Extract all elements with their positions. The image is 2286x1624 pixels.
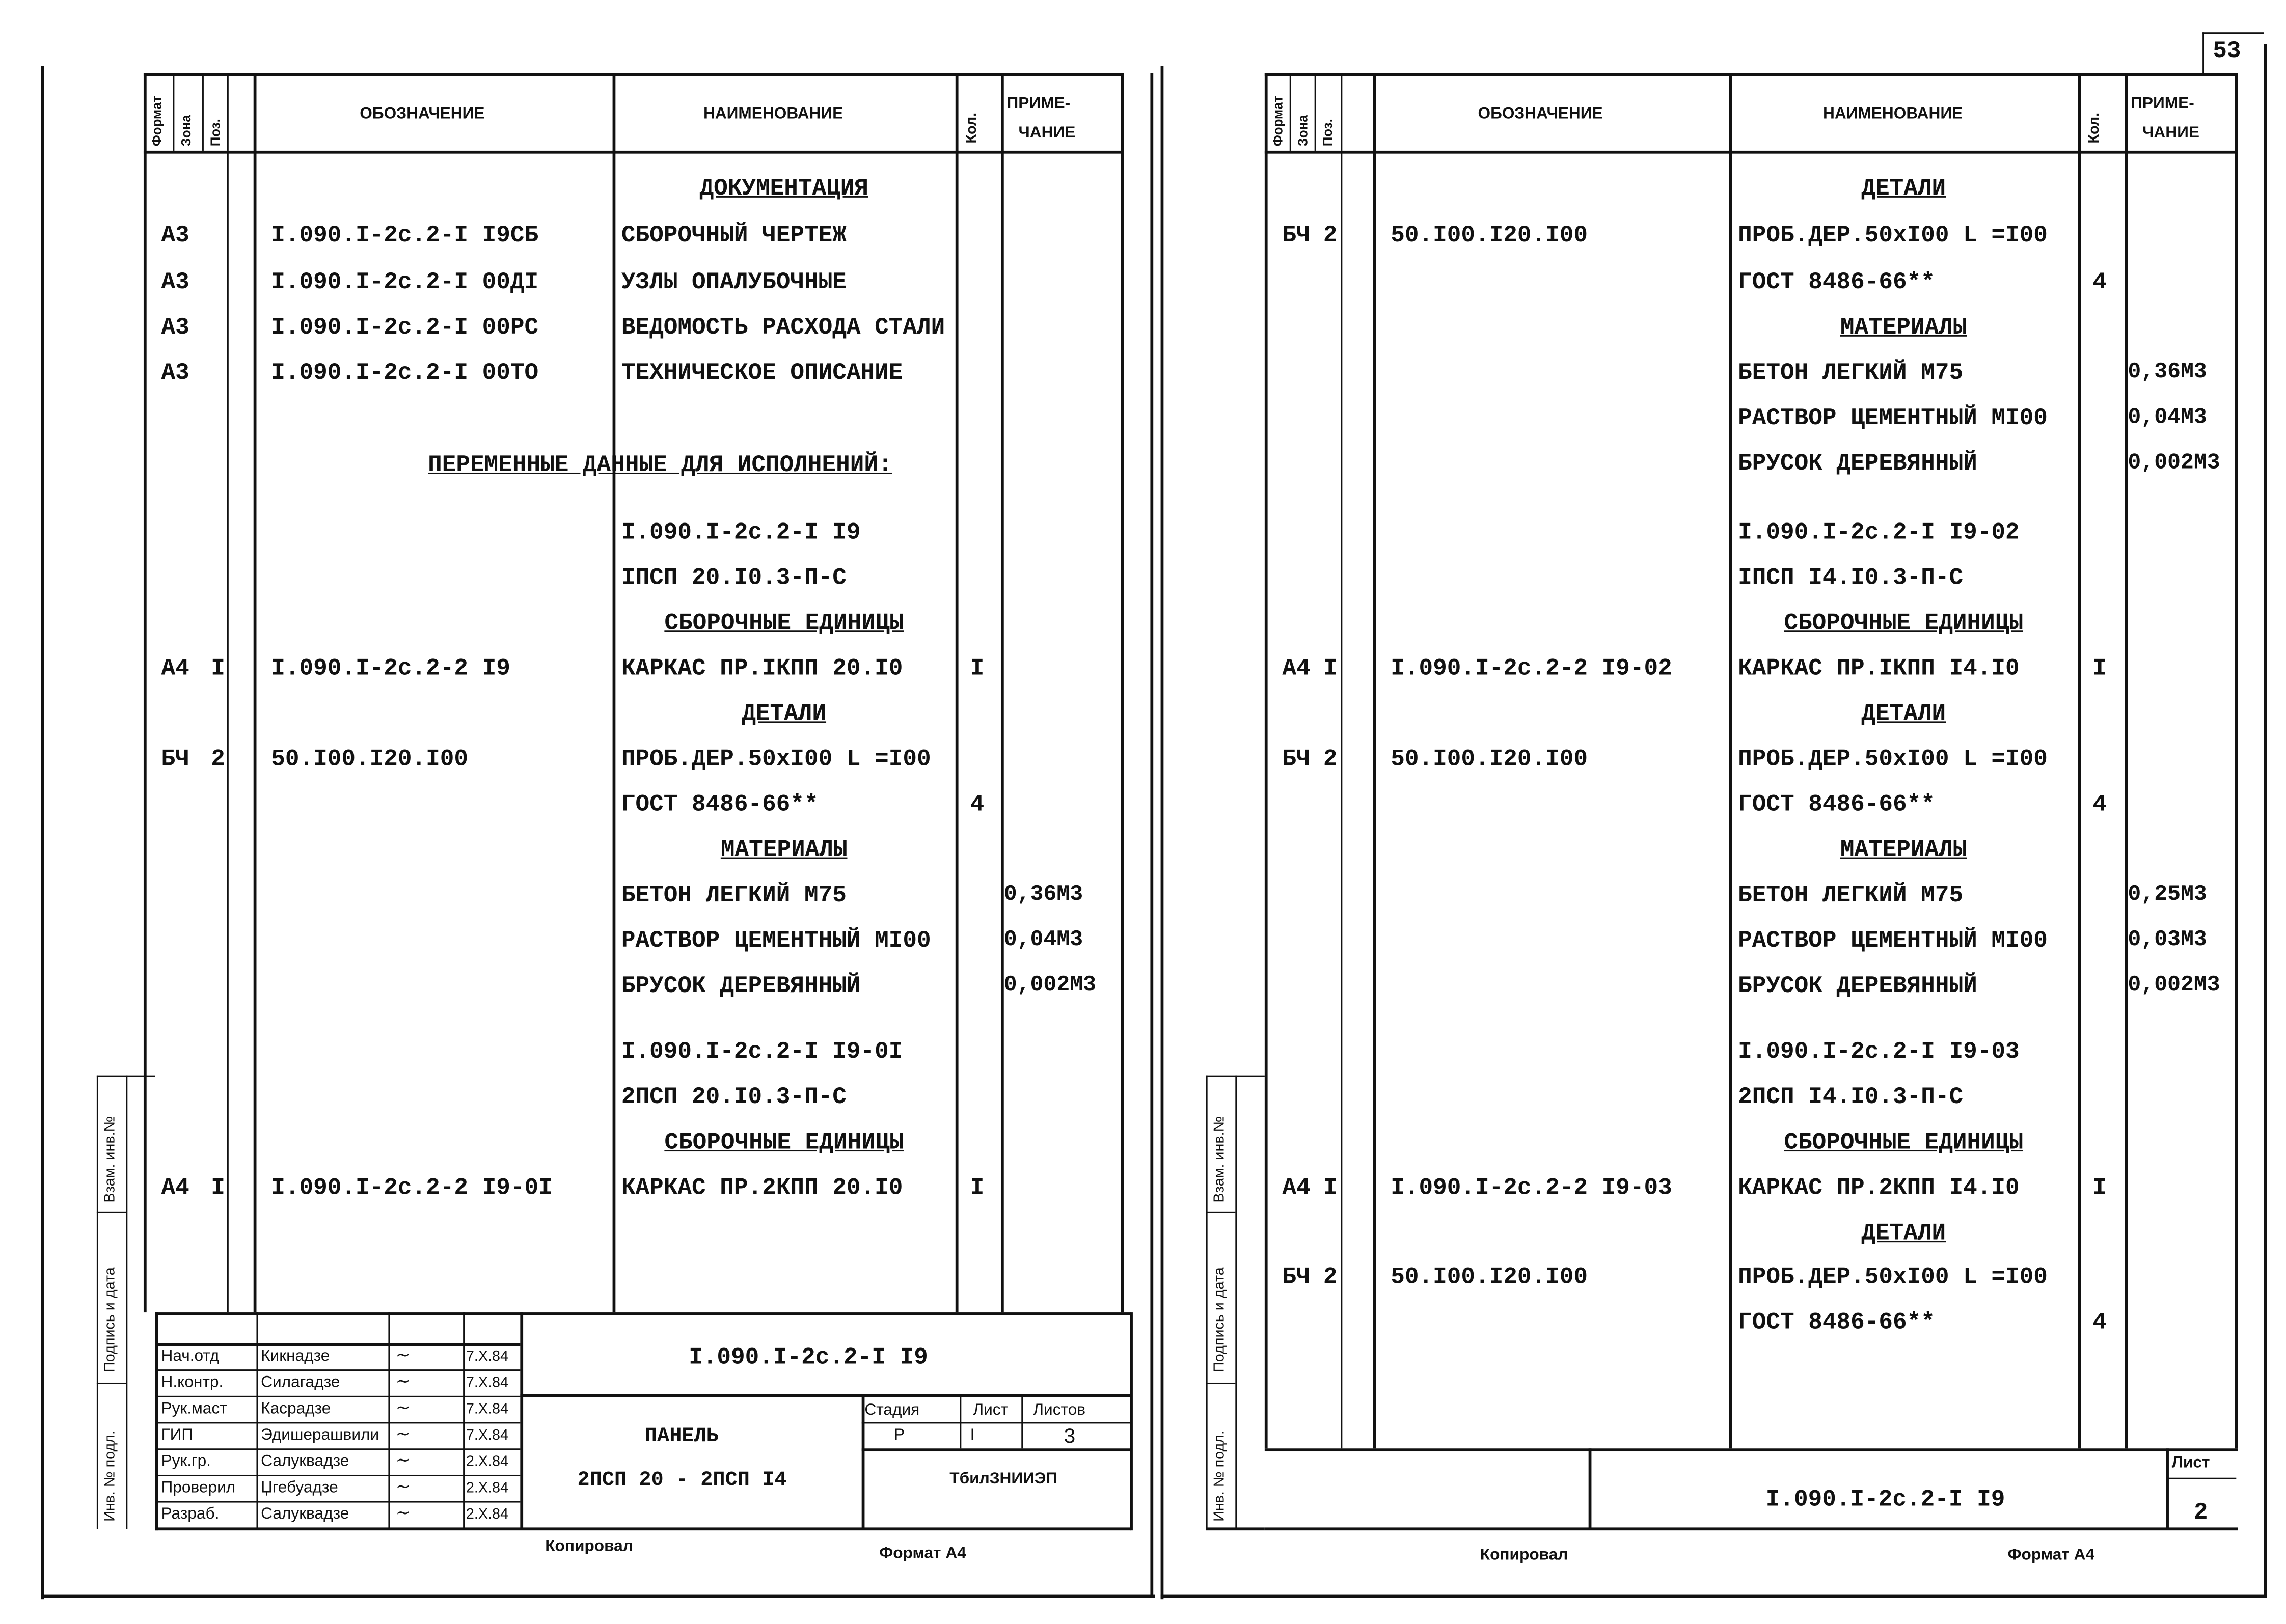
signature-date-label: Подпись и дата — [102, 1267, 119, 1372]
name-cell: ПРОБ.ДЕР.50хI00 L =I00 — [1738, 746, 2048, 773]
signature-date: 2.X.84 — [466, 1480, 509, 1497]
note-cell: 0,002М3 — [1003, 973, 1097, 998]
designation-cell: I.090.I-2c.2-I 00РС — [271, 314, 539, 341]
qty-cell: I — [2092, 1175, 2107, 1201]
designation-cell: I.090.I-2c.2-2 I9 — [271, 655, 510, 682]
note-cell: 0,03М3 — [2128, 927, 2207, 953]
format-cell: А4 — [1282, 655, 1311, 682]
name-cell: ВЕДОМОСТЬ РАСХОДА СТАЛИ — [621, 314, 945, 341]
handwritten-signature: ~ — [395, 1502, 411, 1523]
header-zone: Зона — [1295, 115, 1311, 147]
format-cell: А4 — [1282, 1175, 1311, 1201]
signature-role: Н.контр. — [161, 1373, 224, 1392]
organization: ТбилЗНИИЭП — [949, 1470, 1058, 1488]
qty-cell: I — [2092, 655, 2107, 682]
format-cell: А3 — [161, 314, 189, 341]
name-cell: I.090.I-2c.2-I I9 — [621, 519, 861, 546]
name-cell: КАРКАС ПР.2КПП 20.I0 — [621, 1175, 903, 1201]
section-heading: ДЕТАЛИ — [1861, 175, 1946, 202]
header-qty: Кол. — [964, 112, 981, 144]
signature-date: 7.X.84 — [466, 1428, 509, 1444]
name-cell: ТЕХНИЧЕСКОЕ ОПИСАНИЕ — [621, 360, 903, 387]
header-note: ПРИМЕ- — [1006, 95, 1071, 113]
header-name: НАИМЕНОВАНИЕ — [1822, 105, 1963, 123]
header-pos: Поз. — [208, 119, 223, 147]
designation-cell: I.090.I-2c.2-I 00ТО — [271, 360, 539, 387]
signature-name: Эдишерашвили — [261, 1426, 379, 1444]
designation-cell: I.090.I-2c.2-2 I9-03 — [1391, 1175, 1672, 1201]
header-format: Формат — [1270, 96, 1286, 147]
name-cell: РАСТВОР ЦЕМЕНТНЫЙ МI00 — [1738, 927, 2048, 954]
handwritten-signature: ~ — [395, 1476, 411, 1497]
header-pos: Поз. — [1320, 119, 1335, 147]
replaces-inv-label-right: Взам. инв.№ — [1212, 1116, 1228, 1203]
name-cell: БРУСОК ДЕРЕВЯННЫЙ — [1738, 450, 1977, 477]
section-heading: СБОРОЧНЫЕ ЕДИНИЦЫ — [664, 1129, 904, 1156]
qty-cell: I — [970, 655, 985, 682]
name-cell: ГОСТ 8486-66** — [1738, 269, 1935, 296]
header-format: Формат — [149, 96, 165, 147]
designation-cell: 50.I00.I20.I00 — [1391, 1264, 1588, 1290]
handwritten-signature: ~ — [395, 1397, 411, 1418]
name-cell: БРУСОК ДЕРЕВЯННЫЙ — [1738, 973, 1977, 1000]
inv-original-label-right: Инв. № подл. — [1212, 1430, 1228, 1522]
designation-cell: I.090.I-2c.2-I 00ДI — [271, 269, 539, 296]
note-cell: 0,36М3 — [1003, 882, 1083, 907]
handwritten-signature: ~ — [395, 1344, 411, 1365]
section-heading: СБОРОЧНЫЕ ЕДИНИЦЫ — [664, 610, 904, 637]
header-qty: Кол. — [2086, 112, 2103, 144]
section-heading: МАТЕРИАЛЫ — [1840, 314, 1967, 341]
name-cell: ПРОБ.ДЕР.50хI00 L =I00 — [1738, 222, 2048, 249]
signature-role: ГИП — [161, 1426, 194, 1444]
name-cell: РАСТВОР ЦЕМЕНТНЫЙ МI00 — [621, 927, 931, 954]
name-cell: БРУСОК ДЕРЕВЯННЫЙ — [621, 973, 861, 1000]
right-format-label: Формат А4 — [2007, 1546, 2095, 1564]
note-cell: 0,36М3 — [2128, 360, 2207, 385]
qty-cell: 4 — [2092, 269, 2107, 296]
sheets-value: 3 — [1064, 1423, 1076, 1447]
right-copied-label: Копировал — [1480, 1546, 1568, 1564]
section-heading: ДЕТАЛИ — [1861, 1220, 1946, 1247]
section-heading: СБОРОЧНЫЕ ЕДИНИЦЫ — [1784, 1129, 2024, 1156]
zone-cell: I — [1323, 1175, 1338, 1201]
header-note: ПРИМЕ- — [2131, 95, 2194, 113]
signature-role: Рук.гр. — [161, 1452, 211, 1471]
signature-date: 2.X.84 — [466, 1507, 509, 1523]
name-cell: ГОСТ 8486-66** — [1738, 791, 1935, 818]
header-designation: ОБОЗНАЧЕНИЕ — [360, 105, 485, 123]
name-cell: РАСТВОР ЦЕМЕНТНЫЙ МI00 — [1738, 405, 2048, 432]
section-heading: ДОКУМЕНТАЦИЯ — [699, 175, 868, 202]
zone-cell: 2 — [1323, 1264, 1338, 1290]
designation-cell: I.090.I-2c.2-2 I9-02 — [1391, 655, 1672, 682]
signature-date: 7.X.84 — [466, 1348, 509, 1365]
designation-cell: I.090.I-2c.2-2 I9-0I — [271, 1175, 553, 1201]
designation-cell: I.090.I-2c.2-I I9СБ — [271, 222, 539, 249]
header-name: НАИМЕНОВАНИЕ — [703, 105, 843, 123]
product-range: 2ПСП 20 - 2ПСП I4 — [577, 1469, 787, 1493]
header-zone: Зона — [178, 115, 194, 147]
note-cell: 0,04М3 — [1003, 927, 1083, 953]
format-cell: БЧ — [1282, 222, 1311, 249]
stage-label: Стадия — [864, 1401, 920, 1419]
header-note-2: ЧАНИЕ — [1018, 124, 1076, 142]
name-cell: БЕТОН ЛЕГКИЙ М75 — [1738, 882, 1964, 909]
note-cell: 0,25М3 — [2128, 882, 2207, 907]
signature-date: 2.X.84 — [466, 1454, 509, 1471]
signature-role: Разраб. — [161, 1505, 220, 1523]
qty-cell: I — [970, 1175, 985, 1201]
format-cell: БЧ — [161, 746, 189, 773]
section-heading: ДЕТАЛИ — [1861, 701, 1946, 727]
signature-date: 7.X.84 — [466, 1375, 509, 1392]
signature-name: Џгебуадзе — [261, 1479, 338, 1497]
signature-name: Касрадзе — [261, 1400, 331, 1418]
name-cell: 2ПСП I4.I0.3-П-С — [1738, 1084, 1964, 1111]
format-cell: А4 — [161, 1175, 189, 1201]
handwritten-signature: ~ — [395, 1371, 411, 1392]
zone-cell: I — [211, 1175, 225, 1201]
signature-name: Кикнадзе — [261, 1347, 330, 1365]
signature-role: Проверил — [161, 1479, 236, 1497]
name-cell: I.090.I-2c.2-I I9-02 — [1738, 519, 2020, 546]
zone-cell: 2 — [1323, 222, 1338, 249]
name-cell: КАРКАС ПР.2КПП I4.I0 — [1738, 1175, 2020, 1201]
designation-cell: 50.I00.I20.I00 — [1391, 746, 1588, 773]
section-heading: МАТЕРИАЛЫ — [1840, 837, 1967, 864]
header-note-2: ЧАНИЕ — [2142, 124, 2200, 142]
name-cell: 2ПСП 20.I0.3-П-С — [621, 1084, 847, 1111]
product-name: ПАНЕЛЬ — [644, 1425, 719, 1449]
signature-date: 7.X.84 — [466, 1401, 509, 1418]
format-cell: А3 — [161, 269, 189, 296]
variable-data-heading: ПЕРЕМЕННЫЕ ДАННЫЕ ДЛЯ ИСПОЛНЕНИЙ: — [428, 452, 892, 479]
name-cell: БЕТОН ЛЕГКИЙ М75 — [1738, 360, 1964, 387]
note-cell: 0,002М3 — [2128, 450, 2220, 476]
designation-cell: 50.I00.I20.I00 — [1391, 222, 1588, 249]
signature-date-label-right: Подпись и дата — [1212, 1267, 1228, 1372]
name-cell: КАРКАС ПР.IКПП 20.I0 — [621, 655, 903, 682]
name-cell: I.090.I-2c.2-I I9-0I — [621, 1038, 903, 1065]
inv-original-label: Инв. № подл. — [102, 1430, 119, 1522]
handwritten-signature: ~ — [395, 1423, 411, 1444]
stage-value: Р — [893, 1426, 905, 1444]
right-sheet-value: 2 — [2193, 1499, 2208, 1526]
format-cell: БЧ — [1282, 1264, 1311, 1290]
qty-cell: 4 — [2092, 791, 2107, 818]
name-cell: СБОРОЧНЫЙ ЧЕРТЕЖ — [621, 222, 847, 249]
page-number: 53 — [2213, 38, 2241, 65]
section-heading: СБОРОЧНЫЕ ЕДИНИЦЫ — [1784, 610, 2024, 637]
format-cell: А3 — [161, 360, 189, 387]
format-cell: А4 — [161, 655, 189, 682]
name-cell: ПРОБ.ДЕР.50хI00 L =I00 — [1738, 1264, 2048, 1290]
name-cell: ГОСТ 8486-66** — [621, 791, 819, 818]
right-document-number: I.090.I-2c.2-I I9 — [1765, 1486, 2005, 1513]
section-heading: ДЕТАЛИ — [742, 701, 827, 727]
name-cell: БЕТОН ЛЕГКИЙ М75 — [621, 882, 847, 909]
note-cell: 0,002М3 — [2128, 973, 2220, 998]
copied-label: Копировал — [545, 1537, 633, 1555]
section-heading: МАТЕРИАЛЫ — [720, 837, 848, 864]
name-cell: IПСП 20.I0.3-П-С — [621, 564, 847, 591]
name-cell: УЗЛЫ ОПАЛУБОЧНЫЕ — [621, 269, 847, 296]
handwritten-signature: ~ — [395, 1450, 411, 1471]
qty-cell: 4 — [970, 791, 985, 818]
zone-cell: 2 — [211, 746, 225, 773]
sheets-label: Листов — [1033, 1401, 1086, 1419]
format-cell: А3 — [161, 222, 189, 249]
note-cell: 0,04М3 — [2128, 405, 2207, 430]
format-cell: БЧ — [1282, 746, 1311, 773]
name-cell: ПРОБ.ДЕР.50хI00 L =I00 — [621, 746, 931, 773]
signature-name: Силагадзе — [261, 1373, 340, 1392]
designation-cell: 50.I00.I20.I00 — [271, 746, 468, 773]
zone-cell: I — [1323, 655, 1338, 682]
sheet-value: I — [970, 1426, 975, 1444]
qty-cell: 4 — [2092, 1309, 2107, 1336]
zone-cell: 2 — [1323, 746, 1338, 773]
signature-role: Нач.отд — [161, 1347, 220, 1365]
right-sheet-label: Лист — [2171, 1454, 2210, 1472]
zone-cell: I — [211, 655, 225, 682]
signature-name: Салуквадзе — [261, 1505, 349, 1523]
name-cell: I.090.I-2c.2-I I9-03 — [1738, 1038, 2020, 1065]
header-designation: ОБОЗНАЧЕНИЕ — [1478, 105, 1603, 123]
replaces-inv-label: Взам. инв.№ — [102, 1116, 119, 1203]
name-cell: IПСП I4.I0.3-П-С — [1738, 564, 1964, 591]
sheet-label: Лист — [973, 1401, 1009, 1419]
signature-name: Салуквадзе — [261, 1452, 349, 1471]
signature-role: Рук.маст — [161, 1400, 227, 1418]
title-document-number: I.090.I-2c.2-I I9 — [689, 1344, 928, 1371]
name-cell: ГОСТ 8486-66** — [1738, 1309, 1935, 1336]
name-cell: КАРКАС ПР.IКПП I4.I0 — [1738, 655, 2020, 682]
format-label: Формат А4 — [879, 1545, 966, 1563]
